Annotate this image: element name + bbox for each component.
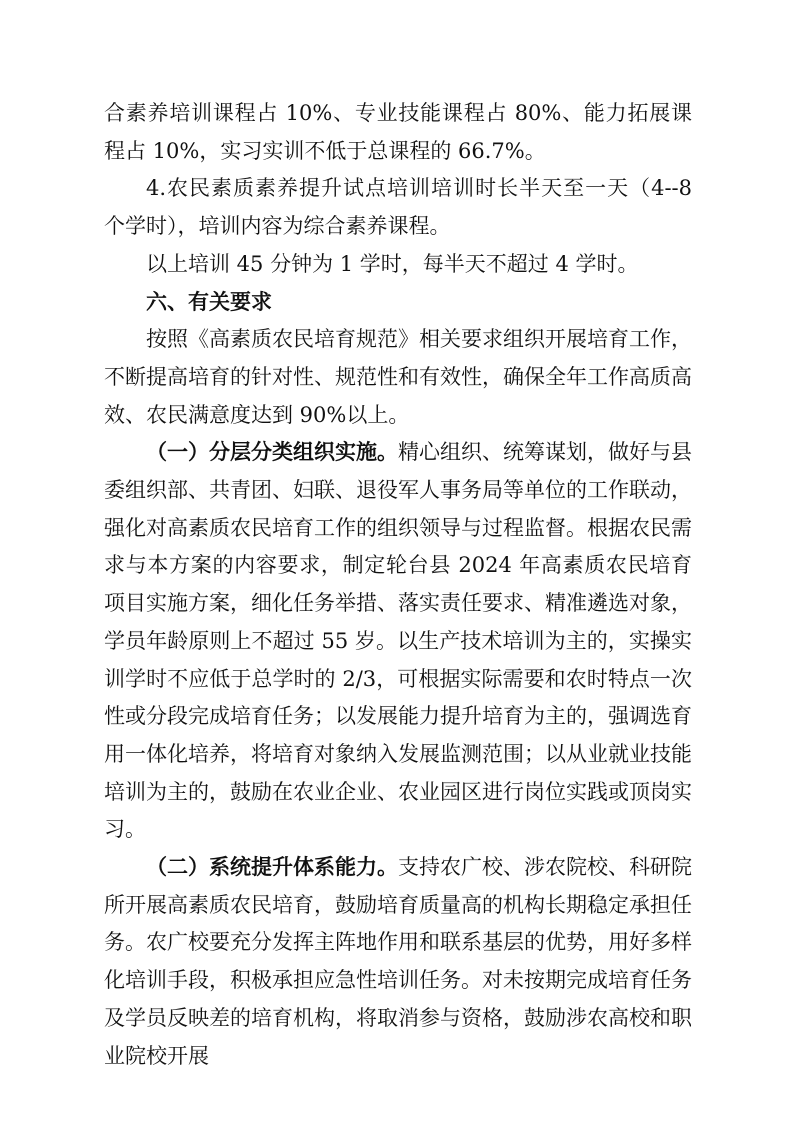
paragraph-pilot-training: 4.农民素质素养提升试点培训培训时长半天至一天（4--8 个学时），培训内容为综合素养课程。 [104, 176, 692, 239]
paragraph-requirements-intro: 按照《高素质农民培育规范》相关要求组织开展培育工作，不断提高培育的针对性、规范性和有效性，确保全年工作高质高效、农民满意度达到 90%以上。 [104, 327, 692, 427]
paragraph-subsection-2 [104, 849, 692, 1075]
subsection-1-lead: （一）分层分类组织实施。 [146, 440, 398, 465]
subsection-2-body: 支持农广校、涉农院校、科研院所开展高素质农民培育，鼓励培育质量高的机构长期稳定承担任务。农广校要充分发挥主阵地作用和联系基层的优势，用好多样化培训手段，积极承担应急性培训任务。对未按期完成培育任务及学员反映差的培育机构，将取消参与资格，鼓励涉农高校和职业院校开展 [104, 855, 692, 1068]
document-page [104, 95, 692, 1075]
paragraph-subsection-1 [104, 434, 692, 849]
subsection-1-body: 精心组织、统筹谋划，做好与县委组织部、共青团、妇联、退役军人事务局等单位的工作联动，强化对高素质农民培育工作的组织领导与过程监督。根据农民需求与本方案的内容要求，制定轮台县 2024 年高素质农民培育项目实施方案，细化任务举措、落实责任要求、精准遴选对象，学员年龄原则上不超过 55 岁。以生产技术培训为主的，实操实训学时不应低于总学时的 2/3，可根据实际需要和农时特点一次性或分段完成培育任务；以发展能力提升培育为主的，强调选育用一体化培养，将培育对象纳入发展监测范围；以从业就业技能培训为主的，鼓励在农业企业、农业园区进行岗位实践或顶岗实习。 [104, 440, 692, 842]
paragraph-class-hours: 以上培训 45 分钟为 1 学时，每半天不超过 4 学时。 [146, 251, 639, 276]
paragraph-course-ratio: 合素养培训课程占 10%、专业技能课程占 80%、能力拓展课程占 10%，实习实训不低于总课程的 66.7%。 [104, 101, 692, 163]
section-heading-requirements: 六、有关要求 [146, 289, 272, 314]
subsection-2-lead: （二）系统提升体系能力。 [146, 855, 398, 880]
